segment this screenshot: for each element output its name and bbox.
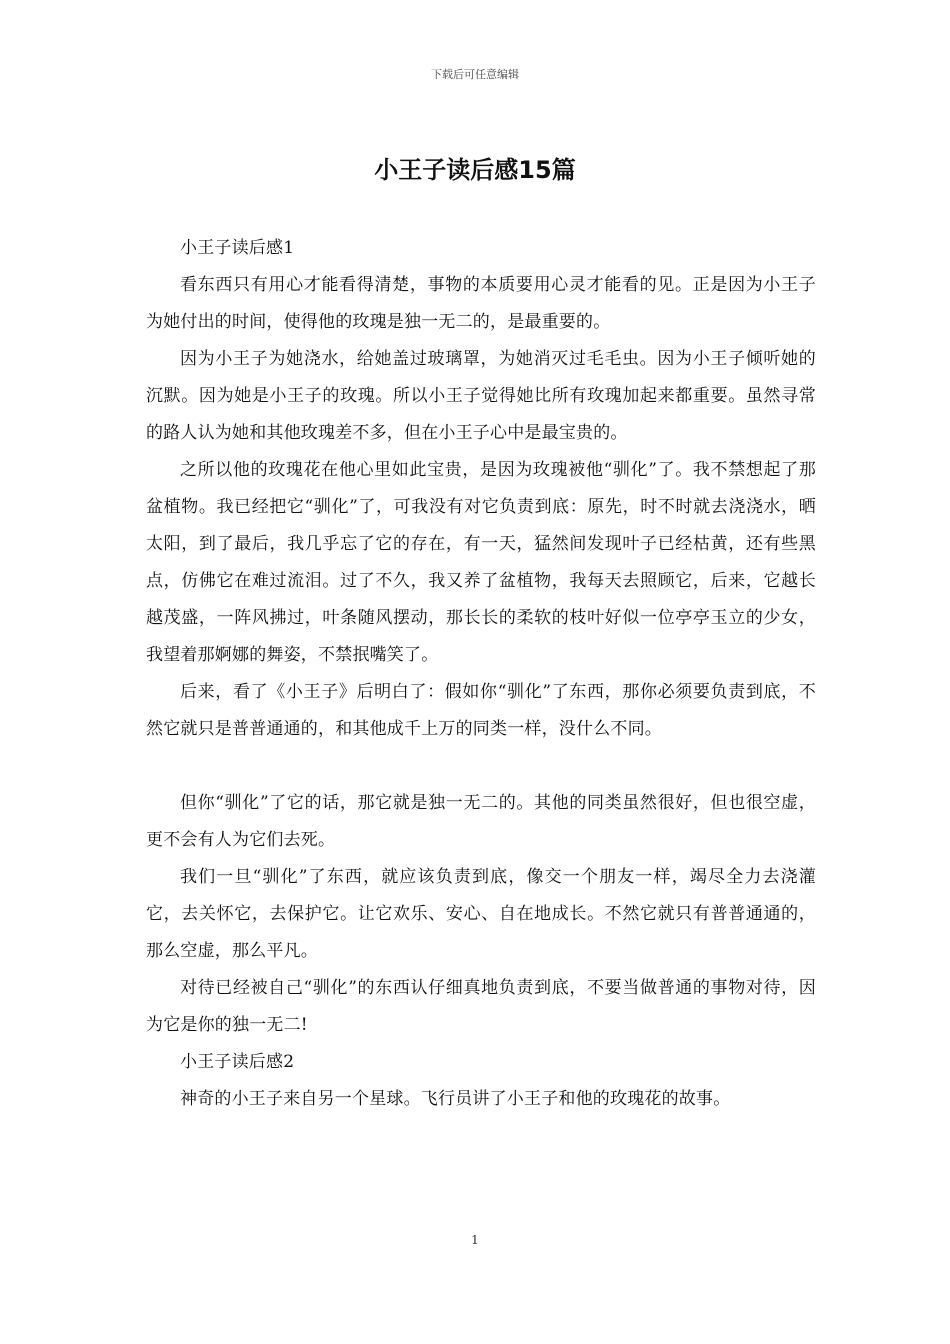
section-heading: 小王子读后感2	[180, 1052, 295, 1072]
page-number: 1	[471, 1233, 479, 1247]
header-note: 下载后可任意编辑	[431, 68, 519, 81]
section-heading: 小王子读后感1	[180, 238, 295, 258]
paragraph: 但你“驯化”了它的话，那它就是独一无二的。其他的同类虽然很好，但也很空虚，更不会有人为它们去死。	[146, 793, 816, 850]
document-title: 小王子读后感15篇	[374, 156, 576, 184]
paragraph: 对待已经被自己“驯化”的东西认仔细真地负责到底，不要当做普通的事物对待，因为它是你的独一无二!	[146, 978, 816, 1035]
paragraph: 神奇的小王子来自另一个星球。飞行员讲了小王子和他的玫瑰花的故事。	[180, 1089, 731, 1109]
paragraph: 我们一旦“驯化”了东西，就应该负责到底，像交一个朋友一样，竭尽全力去浇灌它，去关怀它，去保护它。让它欢乐、安心、自在地成长。不然它就只有普普通通的，那么空虚，那么平凡。	[146, 867, 816, 961]
paragraph: 后来，看了《小王子》后明白了：假如你“驯化”了东西，那你必须要负责到底，不然它就只是普普通通的，和其他成千上万的同类一样，没什么不同。	[146, 682, 816, 739]
paragraph: 看东西只有用心才能看得清楚，事物的本质要用心灵才能看的见。正是因为小王子为她付出的时间，使得他的玫瑰是独一无二的，是最重要的。	[146, 275, 816, 332]
document-body	[146, 230, 816, 1118]
paragraph: 因为小王子为她浇水，给她盖过玻璃罩，为她消灭过毛毛虫。因为小王子倾听她的沉默。因为她是小王子的玫瑰。所以小王子觉得她比所有玫瑰加起来都重要。虽然寻常的路人认为她和其他玫瑰差不多，但在小王子心中是最宝贵的。	[146, 349, 816, 443]
paragraph: 之所以他的玫瑰花在他心里如此宝贵，是因为玫瑰被他“驯化”了。我不禁想起了那盆植物。我已经把它“驯化”了，可我没有对它负责到底：原先，时不时就去浇浇水，晒太阳，到了最后，我几乎忘了它的存在，有一天，猛然间发现叶子已经枯黄，还有些黑点，仿佛它在难过流泪。过了不久，我又养了盆植物，我每天去照顾它，后来，它越长越茂盛，一阵风拂过，叶条随风摆动，那长长的柔软的枝叶好似一位亭亭玉立的少女，我望着那婀娜的舞姿，不禁抿嘴笑了。	[146, 460, 816, 665]
